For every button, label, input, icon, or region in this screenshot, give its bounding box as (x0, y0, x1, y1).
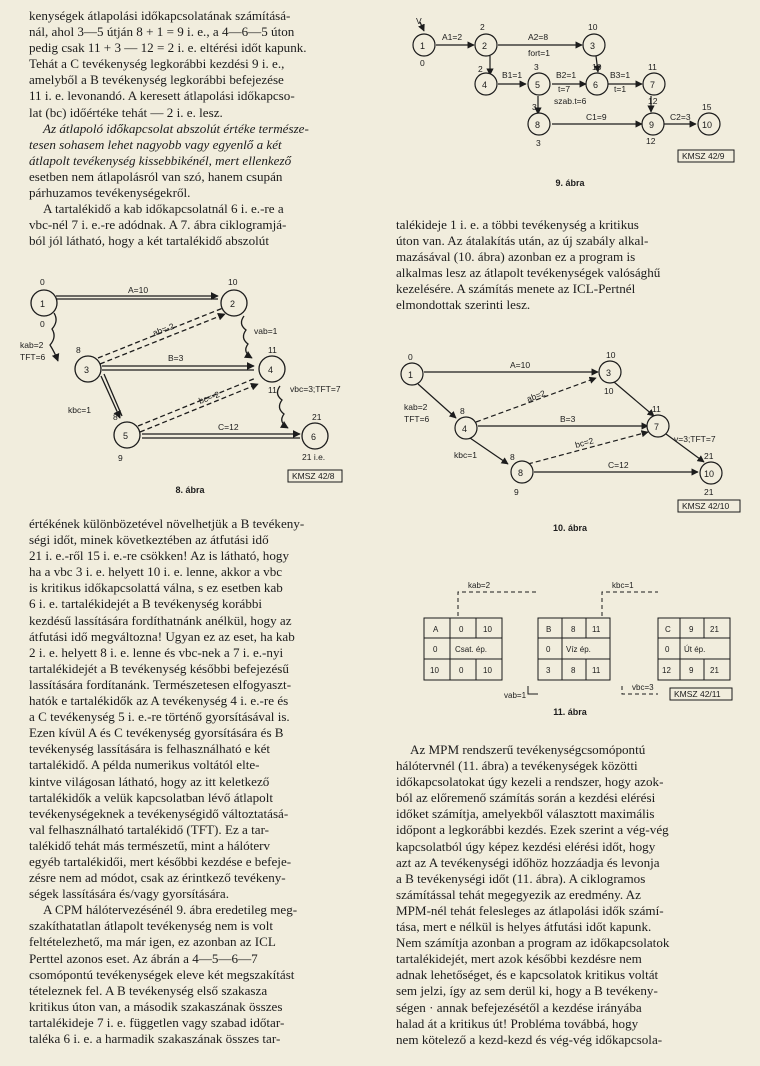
text-line: 6 i. e. tartalékidejét a B tevékenység korábbi (29, 596, 263, 612)
text-line: időpont a legkorábbi kezdés. Ezek szerint a vég-vég (396, 822, 669, 838)
time-label: 8 (113, 412, 118, 422)
text-line: A tartalékidő a kab időkapcsolatnál 6 i. e.-re a (43, 201, 284, 217)
text-line: kezelésére. A számítás menete az ICL-Pertnél (396, 281, 636, 297)
link-label: v=3;TFT=7 (674, 434, 716, 444)
figure-caption: 11. ábra (553, 707, 587, 717)
text-line: val felhasználható tartalékidő (TFT). Ez a tar- (29, 821, 270, 837)
link-label: kab=2 (20, 340, 44, 350)
box-cell: 12 (662, 666, 671, 675)
link-label: bc=2 (573, 435, 595, 450)
node-label: 3 (590, 41, 596, 51)
time-label: 12 (646, 136, 656, 146)
text-line: időket számítja, amelyekből választott maximális (396, 806, 655, 822)
activity-label: C=12 (218, 422, 239, 432)
text-line: tartalékideje 7 i. e. független vagy szabad időtar- (29, 1014, 285, 1030)
activity-label: B3=1 (610, 70, 631, 80)
activity-label: B=3 (560, 414, 576, 424)
stamp-label: KMSZ 42/10 (682, 501, 730, 511)
box-cell: 10 (483, 666, 492, 675)
text-line: úton van. Az átalakítás után, az új szabály alkal- (396, 233, 649, 249)
text-line: pedig csak 11 + 3 — 12 = 2 i. e. eltérési időt kapunk. (29, 40, 307, 56)
text-line: kapcsolatból úgy képez kezdési elérési időt, hogy (396, 838, 656, 854)
text-line: időkapcsolatokat úgy kezeli a rendszer, hogy azok- (396, 774, 664, 790)
time-label: 11 (648, 62, 657, 72)
text-line: vbc-nél 7 i. e.-re adódnak. A 7. ábra ciklogramjá- (29, 217, 287, 233)
text-line: mazásával (10. ábra) azonban ez a program is (396, 249, 636, 265)
text-line: ból az előremenő számítás során a kezdési elérési (396, 790, 656, 806)
figure-caption: 8. ábra (175, 485, 205, 495)
text-line: kintve világosan látható, hogy az itt keletkező (29, 773, 270, 789)
node-label: 4 (268, 365, 274, 375)
text-line: számítással tehát megegyezik az eredmény. Az (396, 886, 641, 902)
link-label: kbc=1 (454, 450, 477, 460)
link-label: kbc=1 (68, 405, 91, 415)
activity-label: V (416, 16, 422, 26)
mpm-box-c (658, 618, 730, 680)
node-label: 5 (123, 431, 129, 441)
text-line: Az MPM rendszerű tevékenységcsomópontú (410, 742, 646, 757)
time-label: 3 (534, 62, 539, 72)
box-cell: 3 (546, 666, 551, 675)
activity-label: B=3 (168, 353, 184, 363)
time-label: 21 i.e. (302, 452, 326, 462)
text-line: kritikus úton van, a második szakaszának összes (29, 998, 283, 1014)
text-line: MPM-nél tehát felesleges az átlapolási idők számí- (396, 902, 664, 918)
text-line: tételeznek fel. A B tevékenység első szakasza (29, 982, 268, 998)
box-cell: 8 (571, 666, 576, 675)
text-line: ségek lassítására és/vagy gyorsítására. (29, 886, 229, 902)
link-label: ab=-2 (151, 320, 176, 338)
box-cell: 9 (689, 625, 694, 634)
time-label: 8 (76, 345, 81, 355)
text-line: értékének különbözetével növelhetjük a B tevékeny- (29, 516, 305, 531)
node-label: 1 (40, 299, 46, 309)
text-line: 21 i. e.-ről 15 i. e.-re csökken! Az is látható, hogy (29, 548, 289, 564)
text-line: átlapolt tevékenység kissebbikénél, mert ellenkező (29, 152, 292, 168)
text-line: átfutási idő megváltozna! Ugyan ez az eset, ha kab (29, 628, 295, 644)
figure-9-diagram (396, 16, 746, 180)
text-line: szakíthatatlan átlapolt tevékenység nem is volt (29, 918, 273, 934)
time-label: 10 (228, 277, 238, 287)
text-line: tevékenység lassítására is felhasználható e két (29, 741, 271, 757)
text-line: tartalékidők a velük kapcsolatban lévő átlapolt (29, 789, 273, 805)
box-cell: 0 (665, 645, 670, 654)
mpm-box-b (538, 618, 610, 680)
text-line: tartalékidejét a B tevékenység későbbi befejezésű (29, 660, 289, 676)
activity-label: t=1 (614, 84, 627, 94)
stamp-label: KMSZ 42/11 (674, 689, 721, 699)
text-line: Nem számítja azonban a program az időkapcsolatok (396, 935, 670, 951)
activity-label: szab.t=6 (554, 96, 587, 106)
node-label: 8 (535, 120, 541, 130)
link-label: kab=2 (468, 581, 491, 590)
box-cell: Víz ép. (566, 645, 591, 654)
link-label: kab=2 (404, 402, 428, 412)
time-label: 0 (420, 58, 425, 68)
activity-label: A2=8 (528, 32, 549, 42)
time-label: 21 (704, 487, 714, 497)
time-label: 21 (312, 412, 322, 422)
box-cell: 10 (483, 625, 492, 634)
text-line: azt az A tevékenységi időhöz hozzáadja és levonja (396, 854, 660, 870)
link-label: vab=1 (254, 326, 278, 336)
node-label: 4 (482, 80, 488, 90)
link-label: ab=2 (525, 387, 547, 404)
time-label: 8 (460, 406, 465, 416)
right-column-bottom (396, 742, 744, 1048)
text-line: nem kötelező a kezd-kezd és vég-vég időkapcsola- (396, 1031, 663, 1047)
activity-label: C2=3 (670, 112, 691, 122)
text-line: is kritikus időkapcsolattá válna, s ez esetben kab (29, 580, 283, 596)
text-line: esetben nem átlapolásról van szó, hanem csupán (29, 168, 283, 184)
node-label: 9 (649, 120, 655, 130)
text-line: párhuzamos tevékenységekről. (29, 185, 191, 201)
text-line: nál, ahol 3—5 útján 8 + 1 = 9 i. e., a 4—6—5 úton (29, 24, 295, 40)
text-line: amelyből a B tevékenység legkorábbi befejezése (29, 72, 284, 88)
box-cell: 21 (710, 625, 719, 634)
text-line: tesen sohasem lehet nagyobb vagy egyenlő a két (29, 136, 282, 152)
link-label: bc=-2 (197, 389, 221, 406)
link-label: vbc=3;TFT=7 (290, 384, 341, 394)
activity-label: A=10 (128, 285, 149, 295)
text-line: feltételezhető, ma már igen, ez azonban az ICL (29, 934, 276, 950)
time-label: 3 (532, 102, 537, 112)
box-cell: 0 (459, 625, 464, 634)
text-line: adnak lehetőséget, és e kapcsolatok kritikus voltát (396, 967, 659, 983)
time-label: 10 (604, 386, 614, 396)
link-label: vab=1 (504, 691, 527, 700)
time-label: 12 (648, 96, 658, 106)
node-label: 6 (311, 432, 317, 442)
time-label: 11 (652, 404, 661, 414)
text-line: ségi időt, minek következtében az átfutási idő (29, 532, 269, 548)
node-label: 10 (702, 120, 713, 130)
text-line: Tehát a C tevékenység legkorábbi kezdési 9 i. e., (29, 56, 285, 72)
text-line: tartalékidő. A példa numerikus voltától elte- (29, 757, 260, 773)
text-line: hatók e tartalékidők az A tevékenység 4 i. e.-re és (29, 693, 289, 709)
text-line: a C tevékenység 5 i. e.-re történő gyorsításával is. (29, 709, 290, 725)
box-cell: Út ép. (684, 645, 706, 654)
text-line: talékidő tehát más természetű, mint a hálóterv (29, 837, 271, 853)
figure-8-diagram (18, 268, 368, 493)
activity-label: C1=9 (586, 112, 607, 122)
activity-label: t=7 (558, 84, 571, 94)
text-line: alkalmas lesz az átlapolt tevékenységek valósághű (396, 265, 661, 281)
time-label: 9 (514, 487, 519, 497)
time-label: 15 (702, 102, 712, 112)
box-cell: 11 (592, 666, 601, 675)
time-label: 3 (536, 138, 541, 148)
left-column-top (29, 8, 375, 249)
text-line: talékideje 1 i. e. a többi tevékenység a kritikus (396, 217, 639, 232)
activity-label: B1=1 (502, 70, 523, 80)
text-line: sem jelzi, így az sem derül ki, hogy a B tevékeny- (396, 983, 658, 999)
node-label: 1 (420, 41, 426, 51)
box-cell: C (665, 625, 671, 634)
box-cell: 10 (430, 666, 439, 675)
time-label: 2 (480, 22, 485, 32)
text-line: tevékenységeknek a tevékenységidő változtatásá- (29, 805, 289, 821)
text-line: a B tevékenységi időt (11. ábra). A ciklogramos (396, 870, 646, 886)
text-line: 11 i. e. levonandó. A keresett átlapolási időkapcso- (29, 88, 295, 104)
node-label: 4 (462, 424, 468, 434)
box-cell: 0 (546, 645, 551, 654)
left-column-bottom (29, 516, 375, 1047)
text-line: ha a vbc 3 i. e. helyett 10 i. e. lenne, akkor a vbc (29, 564, 283, 580)
mpm-box-a (424, 618, 502, 680)
node-label: 7 (654, 422, 660, 432)
text-line: Perttel azonos eset. Az ábrán a 4—5—6—7 (29, 950, 258, 966)
text-line: halad át a kritikus út! Probléma továbbá, hogy (396, 1015, 639, 1031)
text-line: Az átlapoló időkapcsolat abszolút értéke természe- (43, 120, 309, 136)
link-label: TFT=6 (404, 414, 430, 424)
text-line: Ezen kívül A és C tevékenység gyorsítására és B (29, 725, 284, 741)
time-label: 10 (592, 62, 602, 72)
box-cell: 21 (710, 666, 719, 675)
node-label: 7 (650, 80, 656, 90)
activity-label: C=12 (608, 460, 629, 470)
time-label: 8 (510, 452, 515, 462)
box-cell: 0 (433, 645, 438, 654)
figure-caption: 10. ábra (552, 523, 588, 533)
text-line: taléka 6 i. e. a harmadik szakaszának összes tar- (29, 1031, 281, 1046)
text-line: kezdésű lassítására fordíthatnánk anélkül, hogy az (29, 612, 292, 628)
text-line: egyéb tartalékidői, mert későbbi kezdése e befeje- (29, 853, 292, 869)
text-line: kenységek átlapolási időkapcsolatának számításá- (29, 8, 291, 23)
time-label: 11 (268, 385, 277, 395)
stamp-label: KMSZ 42/9 (682, 151, 725, 161)
text-line: ból jól látható, hogy a két tartalékidő abszolút (29, 233, 269, 249)
box-cell: 8 (571, 625, 576, 634)
text-line: tása, mert e nélkül is helyes átfutási időt kapunk. (396, 919, 652, 935)
activity-label: A1=2 (442, 32, 463, 42)
text-line: A CPM hálótervezésénél 9. ábra eredetileg meg- (43, 902, 298, 918)
box-cell: 9 (689, 666, 694, 675)
link-label: vbc=3 (632, 683, 654, 692)
text-line: ségen · annak befejezésétől a kezdése irányába (396, 999, 642, 1015)
time-label: 10 (606, 350, 616, 360)
text-line: 2 i. e. helyett 8 i. e. lenne és vbc-nek a 7 i. e.-nyi (29, 644, 284, 660)
node-label: 6 (593, 80, 599, 90)
text-line: lat (bc) időértéke tehát — 2 i. e. lesz. (29, 104, 223, 120)
box-cell: Csat. ép. (455, 645, 488, 654)
time-label: 0 (40, 319, 45, 329)
node-label: 10 (704, 469, 715, 479)
link-label: TFT=6 (20, 352, 46, 362)
text-line: hálótervnél (11. ábra) a tevékenységek közötti (396, 758, 638, 774)
node-label: 5 (535, 80, 541, 90)
text-line: zésre nem ad módot, csak az érintkező tevékeny- (29, 870, 286, 886)
node-label: 8 (518, 468, 524, 478)
box-cell: A (433, 625, 439, 634)
activity-label: B2=1 (556, 70, 577, 80)
box-cell: 11 (592, 625, 601, 634)
text-line: lassítására fordítanánk. Természetesen elfogyaszt- (29, 676, 292, 692)
figure-caption: 9. ábra (555, 178, 585, 188)
node-label: 3 (84, 365, 90, 375)
text-line: tartalékidejét, mert azok későbbi kezdésre nem (396, 951, 642, 967)
box-cell: 0 (459, 666, 464, 675)
time-label: 21 (704, 451, 714, 461)
figure-10-diagram (398, 352, 748, 517)
node-label: 2 (482, 41, 488, 51)
node-label: 1 (408, 370, 414, 380)
box-cell: B (546, 625, 552, 634)
stamp-label: KMSZ 42/8 (292, 471, 335, 481)
text-line: elmondottak szerinti lesz. (396, 297, 531, 313)
activity-label: A=10 (510, 360, 531, 370)
activity-label: fort=1 (528, 48, 550, 58)
time-label: 0 (40, 277, 45, 287)
text-line: csomópontú tevékenységek eleve két megszakítást (29, 966, 295, 982)
link-label: kbc=1 (612, 581, 634, 590)
right-column-top (396, 217, 744, 314)
time-label: 9 (118, 453, 123, 463)
time-label: 2 (478, 64, 483, 74)
node-label: 2 (230, 299, 236, 309)
time-label: 10 (588, 22, 598, 32)
time-label: 0 (408, 352, 413, 362)
time-label: 11 (268, 345, 277, 355)
figure-11-diagram (422, 576, 732, 701)
node-label: 3 (606, 368, 612, 378)
